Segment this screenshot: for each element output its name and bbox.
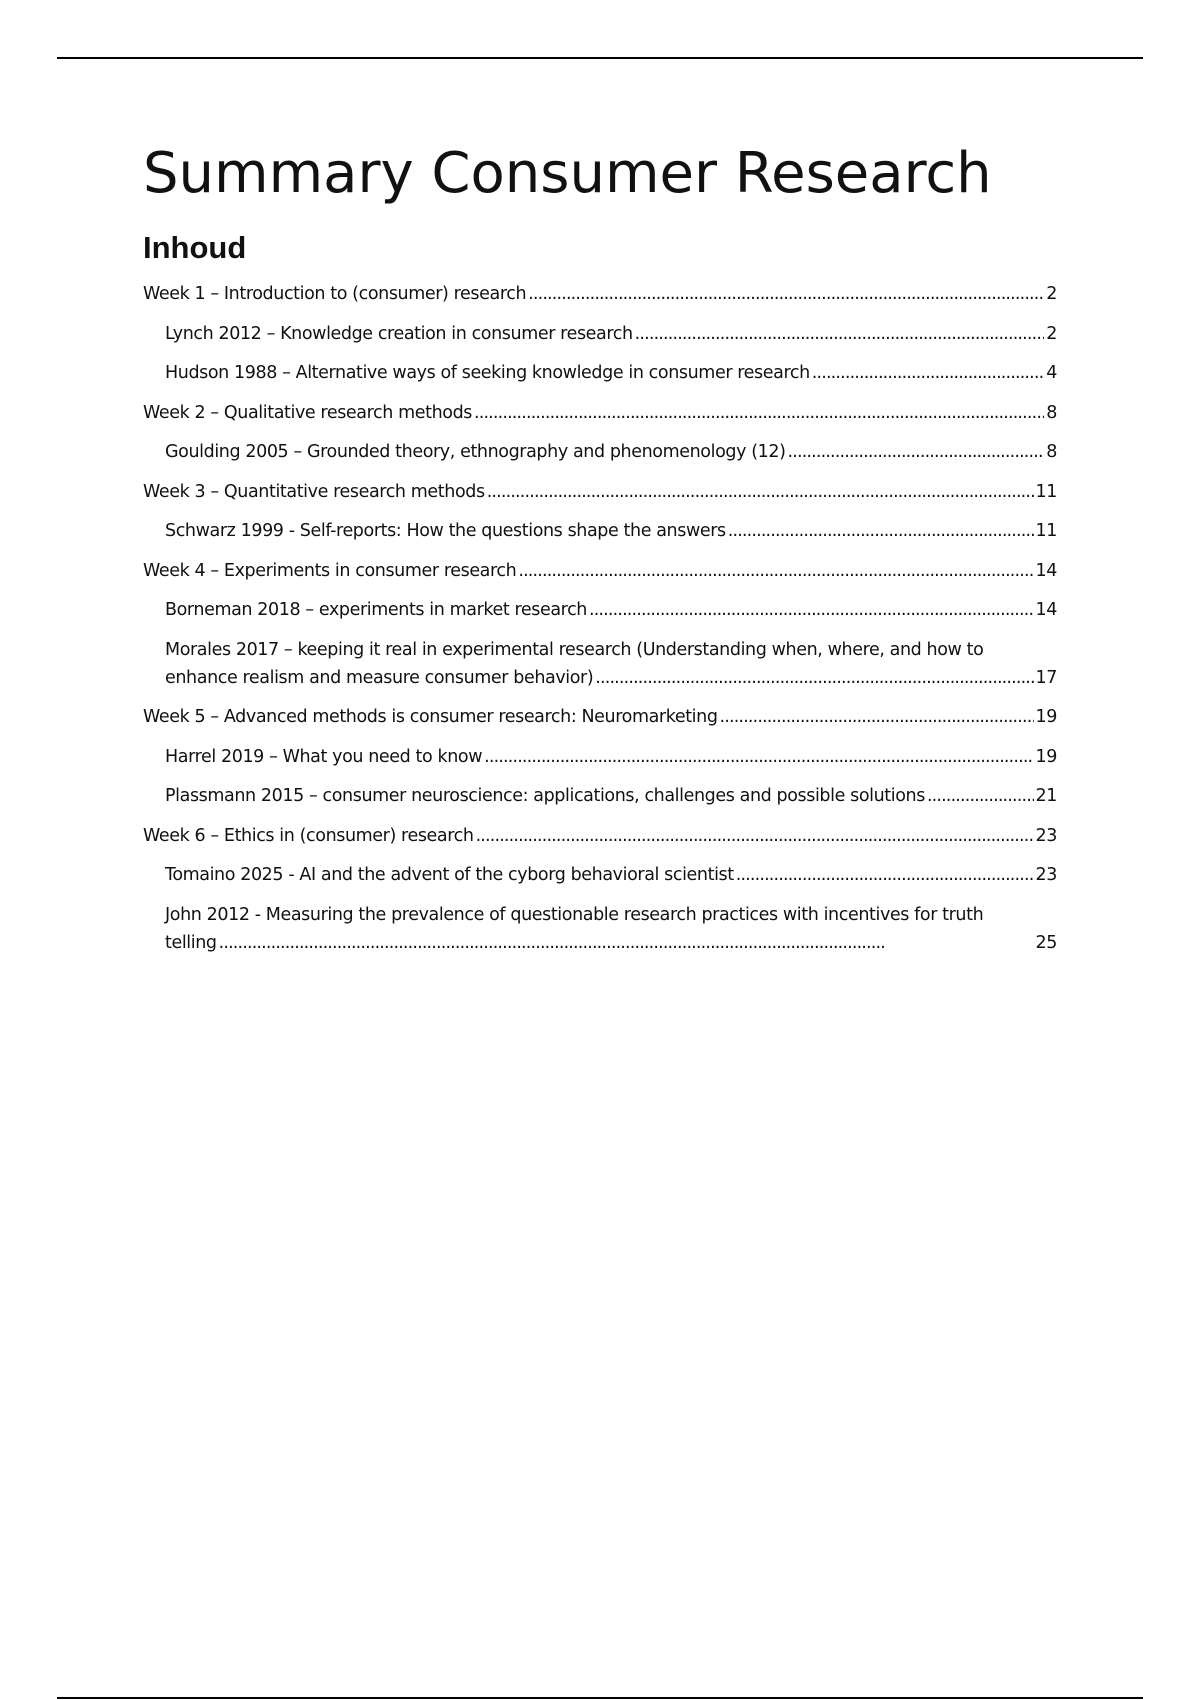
dot-leader — [476, 822, 1034, 850]
dot-leader — [728, 517, 1034, 545]
toc-entry-text: Harrel 2019 – What you need to know — [165, 746, 483, 767]
toc-entry-text: Week 3 – Quantitative research methods — [143, 481, 485, 502]
toc-entry-text: Goulding 2005 – Grounded theory, ethnography and phenomenology (12) — [165, 442, 786, 462]
toc-page-number: 2 — [1046, 323, 1057, 344]
toc-entry-text-line-2: telling — [165, 932, 217, 953]
toc-page-number: 25 — [1035, 932, 1057, 953]
toc-entry-plassmann-2015[interactable] — [143, 782, 1057, 810]
toc-entry-text-line-1: John 2012 - Measuring the prevalence of questionable research practices with incentives for truth — [165, 904, 984, 925]
dot-leader — [474, 399, 1044, 427]
toc-page-number: 4 — [1046, 363, 1057, 383]
toc-page-number: 2 — [1046, 284, 1057, 304]
toc-page-number: 17 — [1035, 667, 1057, 688]
toc-page-number: 14 — [1035, 560, 1057, 581]
table-of-contents — [143, 280, 1057, 957]
dot-leader — [927, 782, 1034, 810]
dot-leader — [595, 664, 1033, 692]
toc-entry-tomaino-2025[interactable] — [143, 861, 1057, 889]
dot-leader — [487, 478, 1034, 506]
dot-leader — [812, 359, 1044, 387]
dot-leader — [518, 557, 1033, 585]
toc-entry-hudson-1988[interactable] — [143, 359, 1057, 387]
document-body — [143, 140, 1057, 968]
toc-entry-week-5[interactable] — [143, 703, 1057, 731]
toc-entry-harrel-2019[interactable] — [143, 743, 1057, 771]
header-rule — [57, 57, 1143, 59]
toc-entry-goulding-2005[interactable] — [143, 438, 1057, 466]
toc-page-number: 23 — [1035, 825, 1057, 846]
toc-entry-week-6[interactable] — [143, 822, 1057, 850]
toc-page-number: 19 — [1035, 746, 1057, 767]
dot-leader — [219, 929, 1034, 957]
toc-entry-morales-2017[interactable] — [143, 636, 1057, 692]
toc-entry-text: Lynch 2012 – Knowledge creation in consumer research — [165, 323, 633, 344]
dot-leader — [720, 703, 1034, 731]
toc-page-number: 11 — [1035, 481, 1057, 502]
toc-entry-text: Week 6 – Ethics in (consumer) research — [143, 825, 474, 846]
dot-leader — [589, 596, 1034, 624]
toc-page-number: 14 — [1035, 600, 1057, 620]
toc-entry-text: Week 1 – Introduction to (consumer) research — [143, 284, 527, 304]
toc-entry-text: Tomaino 2025 - AI and the advent of the cyborg behavioral scientist — [165, 865, 734, 885]
toc-page-number: 21 — [1035, 786, 1057, 806]
dot-leader — [736, 861, 1034, 889]
dot-leader — [788, 438, 1045, 466]
footer-rule — [57, 1697, 1143, 1699]
toc-entry-text: Borneman 2018 – experiments in market research — [165, 600, 587, 620]
toc-page-number: 23 — [1035, 865, 1057, 885]
toc-entry-text-line-2: enhance realism and measure consumer behavior) — [165, 667, 594, 688]
toc-entry-text: Week 2 – Qualitative research methods — [143, 402, 472, 423]
dot-leader — [528, 280, 1044, 308]
dot-leader — [484, 743, 1033, 771]
toc-entry-week-2[interactable] — [143, 399, 1057, 427]
toc-page-number: 11 — [1035, 521, 1057, 541]
toc-page-number: 8 — [1046, 402, 1057, 423]
toc-heading: Inhoud — [143, 230, 247, 265]
toc-entry-week-1[interactable] — [143, 280, 1057, 308]
toc-entry-week-4[interactable] — [143, 557, 1057, 585]
toc-entry-week-3[interactable] — [143, 478, 1057, 506]
toc-entry-text-line-1: Morales 2017 – keeping it real in experimental research (Understanding when, where, and how to — [165, 639, 984, 660]
toc-entry-schwarz-1999[interactable] — [143, 517, 1057, 545]
toc-page-number: 8 — [1046, 442, 1057, 462]
toc-entry-text: Hudson 1988 – Alternative ways of seeking knowledge in consumer research — [165, 363, 810, 383]
toc-page-number: 19 — [1035, 707, 1057, 727]
document-title: Summary Consumer Research — [143, 141, 992, 206]
dot-leader — [635, 320, 1045, 348]
toc-entry-text: Plassmann 2015 – consumer neuroscience: applications, challenges and possible solutions — [165, 786, 925, 806]
toc-entry-lynch-2012[interactable] — [143, 320, 1057, 348]
toc-entry-text: Week 5 – Advanced methods is consumer research: Neuromarketing — [143, 707, 718, 727]
toc-entry-text: Schwarz 1999 - Self-reports: How the questions shape the answers — [165, 521, 726, 541]
toc-entry-john-2012[interactable] — [143, 901, 1057, 957]
toc-entry-borneman-2018[interactable] — [143, 596, 1057, 624]
toc-entry-text: Week 4 – Experiments in consumer research — [143, 560, 517, 581]
